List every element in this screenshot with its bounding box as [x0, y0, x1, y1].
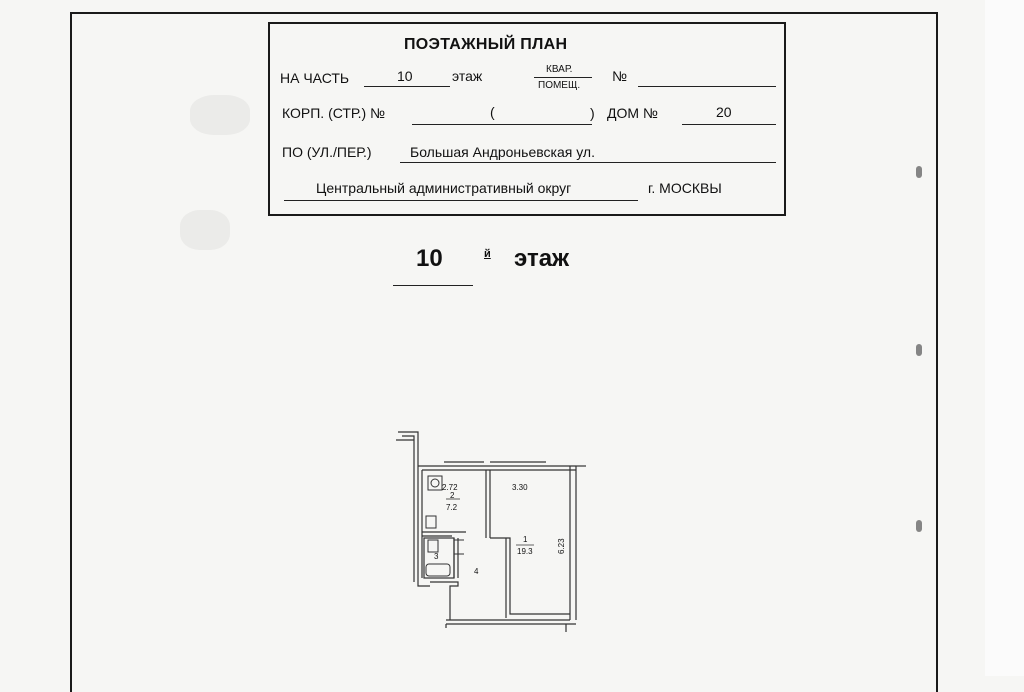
- floor-value: 10: [397, 68, 413, 84]
- street-underline: [400, 162, 776, 163]
- floor-underline: [364, 86, 450, 87]
- street-value: Большая Андроньевская ул.: [410, 144, 595, 160]
- kvar-label: КВАР.: [546, 64, 573, 75]
- korp-paren-close: ): [590, 105, 595, 121]
- dom-underline: [682, 124, 776, 125]
- room2-number: 2: [450, 491, 455, 500]
- district-underline: [284, 200, 638, 201]
- korp-label: КОРП. (СТР.) №: [282, 105, 386, 121]
- room1-number: 1: [523, 535, 528, 544]
- floor-heading-underline: [393, 285, 473, 286]
- etazh-label: этаж: [452, 68, 483, 84]
- floor-heading-number: 10: [416, 245, 443, 272]
- room1-length: 6.23: [557, 538, 566, 554]
- room4-number: 4: [474, 567, 479, 576]
- room2-area: 7.2: [446, 503, 458, 512]
- no-underline: [638, 86, 776, 87]
- page-edge: [985, 0, 1024, 676]
- pomesch-label: ПОМЕЩ.: [538, 80, 581, 91]
- room1-area: 19.3: [517, 547, 533, 556]
- floor-plan-drawing: [390, 428, 600, 634]
- no-label: №: [612, 68, 628, 84]
- city-label: г. МОСКВЫ: [648, 180, 722, 196]
- room1-height: 3.30: [512, 483, 528, 492]
- dom-value: 20: [716, 104, 732, 120]
- korp-paren-open: (: [490, 104, 495, 120]
- na-chast-label: НА ЧАСТЬ: [280, 70, 350, 86]
- room2-height: 2.72: [442, 483, 458, 492]
- room3-number: 3: [434, 552, 439, 561]
- dom-label: ДОМ №: [607, 105, 658, 121]
- street-label: ПО (УЛ./ПЕР.): [282, 144, 372, 160]
- district-value: Центральный административный округ: [316, 180, 572, 196]
- stamp-title: ПОЭТАЖНЫЙ ПЛАН: [404, 36, 568, 53]
- floor-heading-word: этаж: [514, 245, 570, 272]
- floor-heading-suffix: й: [484, 248, 491, 260]
- korp-underline: [412, 124, 592, 125]
- kvar-divider: [534, 77, 592, 78]
